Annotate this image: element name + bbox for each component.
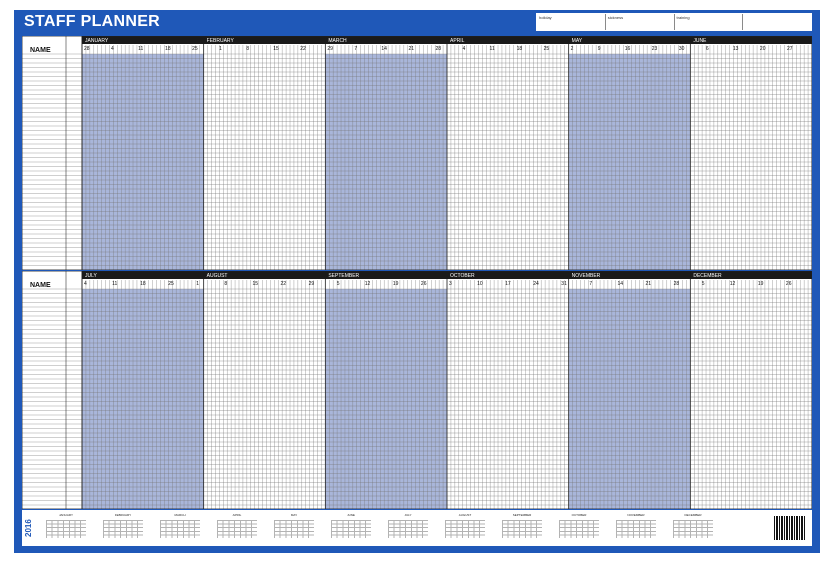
week-date: 21 — [408, 46, 415, 52]
mini-calendar-month — [669, 513, 717, 543]
name-column-label: NAME — [30, 47, 51, 54]
week-date: 6 — [705, 46, 709, 52]
month-label: MAY — [571, 38, 583, 44]
mini-calendar-grid — [217, 520, 257, 538]
mini-calendar-grid — [616, 520, 656, 538]
mini-calendar-month — [270, 513, 318, 543]
month-label: AUGUST — [206, 273, 228, 279]
week-date: 23 — [651, 46, 658, 52]
week-date: 17 — [505, 281, 511, 287]
week-date: 25 — [168, 281, 174, 287]
mini-calendar-month — [498, 513, 546, 543]
week-date: 12 — [729, 281, 736, 287]
mini-calendar-title: DECEMBER — [684, 513, 702, 517]
week-date: 4 — [462, 46, 466, 52]
month-label: APRIL — [450, 38, 465, 44]
shaded-month-column — [325, 289, 447, 509]
week-date: 12 — [364, 281, 371, 287]
key-blank[interactable] — [743, 14, 811, 30]
week-date: 26 — [785, 281, 792, 287]
key-training[interactable]: training — [675, 14, 744, 30]
week-date: 1 — [219, 46, 222, 52]
mini-calendar-title: SEPTEMBER — [512, 513, 532, 517]
week-date: 31 — [561, 281, 567, 287]
week-date: 15 — [273, 46, 279, 52]
week-date: 16 — [624, 46, 631, 52]
shaded-month-column — [82, 289, 204, 509]
footer-note — [734, 513, 766, 541]
shaded-month-column — [569, 289, 691, 509]
month-label: SEPTEMBER — [328, 273, 360, 279]
month-label: NOVEMBER — [571, 273, 601, 279]
week-date: 18 — [140, 281, 146, 287]
week-date: 28 — [435, 46, 442, 52]
month-label: JANUARY — [85, 38, 109, 44]
week-date: 11 — [489, 46, 495, 52]
month-label: FEBRUARY — [206, 38, 234, 44]
mini-calendar-grid — [502, 520, 542, 538]
week-date: 18 — [165, 46, 171, 52]
week-date: 20 — [759, 46, 766, 52]
mini-calendar-title: JANUARY — [59, 513, 73, 517]
month-label: JUNE — [693, 38, 707, 44]
week-date: 8 — [224, 281, 228, 287]
week-date: 15 — [252, 281, 259, 287]
week-date: 28 — [84, 46, 90, 52]
week-date: 21 — [645, 281, 652, 287]
planner-half-jan-jun — [22, 36, 812, 270]
mini-calendar-title: AUGUST — [458, 513, 472, 517]
week-date: 4 — [111, 46, 114, 52]
mini-calendar-grid — [559, 520, 599, 538]
week-date: 27 — [786, 46, 793, 52]
mini-calendar-month — [612, 513, 660, 543]
planner-title: STAFF PLANNER — [24, 13, 161, 30]
mini-calendar-grid — [445, 520, 485, 538]
week-date: 19 — [392, 281, 399, 287]
mini-calendar-title: NOVEMBER — [627, 513, 645, 517]
mini-calendar-month — [555, 513, 603, 543]
mini-calendar-month — [42, 513, 90, 543]
week-date: 14 — [617, 281, 624, 287]
week-date: 28 — [673, 281, 680, 287]
week-date: 4 — [84, 281, 87, 287]
mini-calendar-month — [156, 513, 204, 543]
key-sickness[interactable]: sickness — [606, 14, 675, 30]
week-date: 13 — [732, 46, 739, 52]
week-date: 30 — [678, 46, 685, 52]
mini-calendar-grid — [673, 520, 713, 538]
week-date: 7 — [589, 281, 593, 287]
mini-calendar-title: MARCH — [174, 513, 186, 517]
key-box — [536, 13, 812, 31]
mini-calendar-grid — [274, 520, 314, 538]
week-date: 14 — [381, 46, 387, 52]
mini-calendar-month — [441, 513, 489, 543]
mini-calendar-grid — [46, 520, 86, 538]
week-date: 22 — [300, 46, 306, 52]
week-date: 8 — [246, 46, 250, 52]
week-date: 26 — [420, 281, 427, 287]
key-holiday[interactable]: holiday — [537, 14, 606, 30]
week-date: 5 — [336, 281, 340, 287]
planner-frame — [14, 10, 820, 553]
mini-calendar-title: MAY — [290, 513, 298, 517]
week-date: 29 — [308, 281, 315, 287]
year-label: 2016 — [24, 519, 33, 537]
month-label: OCTOBER — [450, 273, 475, 279]
week-date: 3 — [449, 281, 452, 287]
week-date: 24 — [533, 281, 539, 287]
week-date: 11 — [112, 281, 118, 287]
mini-calendar-month — [384, 513, 432, 543]
name-column-label: NAME — [30, 282, 51, 289]
planner-grid-bottom[interactable] — [22, 271, 812, 509]
week-date: 22 — [280, 281, 287, 287]
month-label: MARCH — [328, 38, 347, 44]
mini-calendar-title: JULY — [404, 513, 412, 517]
week-date: 19 — [757, 281, 764, 287]
planner-grid-top[interactable] — [22, 36, 812, 270]
year-calendar-strip — [22, 510, 812, 546]
mini-calendar-title: FEBRUARY — [114, 513, 132, 517]
mini-calendar-month — [213, 513, 261, 543]
mini-calendar-grid — [160, 520, 200, 538]
week-date: 7 — [354, 46, 358, 52]
planner-half-jul-dec — [22, 271, 812, 509]
week-date: 11 — [138, 46, 144, 52]
week-date: 25 — [192, 46, 198, 52]
month-label: DECEMBER — [693, 273, 722, 279]
mini-calendar-grid — [388, 520, 428, 538]
mini-calendar-title: OCTOBER — [571, 513, 587, 517]
mini-calendar-month — [99, 513, 147, 543]
mini-calendar-title: APRIL — [232, 513, 242, 517]
month-label: JULY — [85, 273, 97, 279]
mini-calendar-title: JUNE — [347, 513, 355, 517]
mini-calendar-grid — [103, 520, 143, 538]
week-date: 29 — [327, 46, 333, 52]
week-date: 18 — [516, 46, 523, 52]
mini-calendar-month — [327, 513, 375, 543]
week-date: 1 — [196, 281, 200, 287]
mini-calendar-grid — [331, 520, 371, 538]
week-date: 9 — [597, 46, 601, 52]
week-date: 5 — [701, 281, 705, 287]
barcode — [774, 516, 806, 540]
week-date: 10 — [477, 281, 483, 287]
week-date: 25 — [543, 46, 550, 52]
week-date: 2 — [570, 46, 574, 52]
